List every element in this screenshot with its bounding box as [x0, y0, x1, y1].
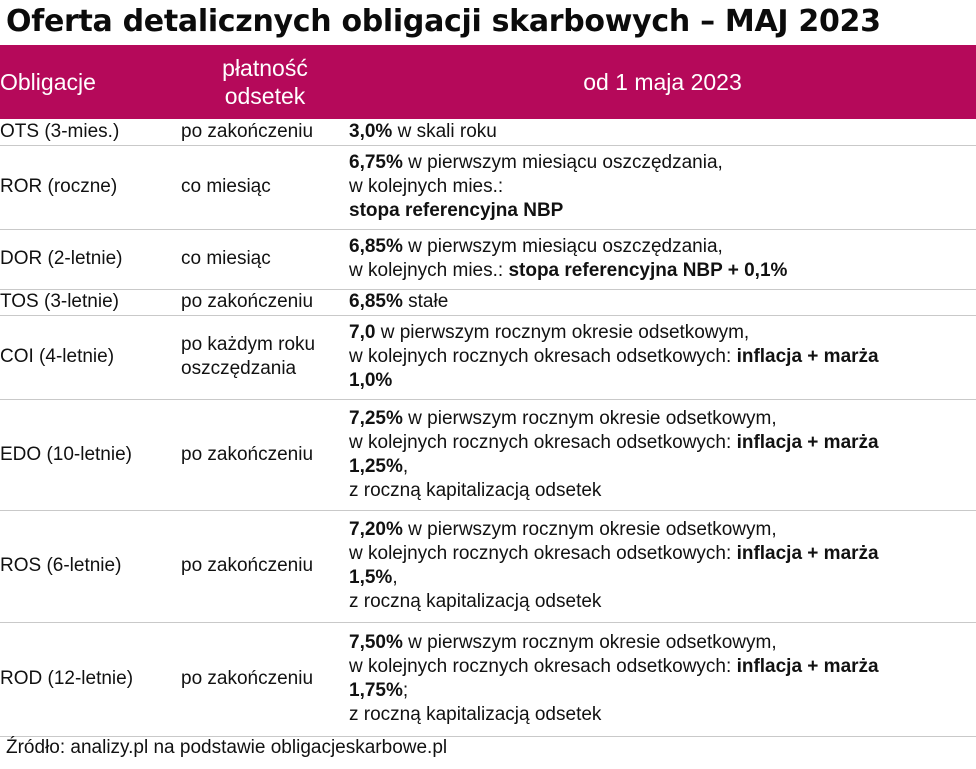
rate-text: z roczną kapitalizacją odsetek [349, 704, 602, 725]
rate-line [349, 703, 976, 727]
rate-text: ; [402, 680, 409, 701]
bond-offer-table [0, 45, 976, 737]
rate-value-bold: 1,75% [349, 680, 403, 701]
header-payment-line-1: płatność [222, 55, 308, 81]
bond-name-cell: EDO (10-letnie) [0, 399, 181, 510]
rate-value-bold: 1,5% [349, 567, 393, 588]
rate-value-bold: 6,85% [349, 236, 403, 257]
interest-payment-cell [181, 315, 349, 399]
rate-line [349, 290, 976, 314]
page-title: Oferta detalicznych obligacji skarbowych – MAJ 2023 [6, 4, 881, 39]
bond-name-cell: DOR (2-letnie) [0, 229, 181, 289]
rate-text: w kolejnych rocznych okresach odsetkowych: [349, 656, 737, 677]
table-row [0, 622, 976, 736]
table-row [0, 315, 976, 399]
rate-line [349, 259, 976, 283]
rate-text: w pierwszym rocznym okresie odsetkowym, [402, 632, 777, 653]
rate-cell [349, 119, 976, 145]
source-note: Źródło: analizy.pl na podstawie obligacjeskarbowe.pl [6, 737, 448, 758]
rate-value-bold: 6,85% [349, 291, 403, 312]
header-interest-payment [181, 45, 349, 119]
table-row [0, 229, 976, 289]
rate-text: z roczną kapitalizacją odsetek [349, 479, 602, 501]
rate-text: w kolejnych rocznych okresach odsetkowych: [349, 543, 737, 564]
table-row [0, 145, 976, 229]
rate-line [349, 479, 976, 503]
table-header [0, 45, 976, 119]
interest-payment-cell [181, 229, 349, 289]
interest-payment-cell [181, 119, 349, 145]
interest-payment-cell [181, 145, 349, 229]
rate-value-bold: inflacja + marża [736, 656, 879, 677]
table-body [0, 119, 976, 736]
rate-text: w skali roku [392, 120, 497, 142]
rate-line [349, 590, 976, 614]
table-row [0, 119, 976, 145]
rate-text: w pierwszym miesiącu oszczędzania, [402, 236, 723, 257]
header-bond-name: Obligacje [0, 69, 96, 95]
rate-line [349, 345, 976, 369]
bond-name-cell: COI (4-letnie) [0, 315, 181, 399]
rate-line [349, 407, 976, 431]
payment-text: po zakończeniu [181, 555, 314, 576]
rate-text: w pierwszym miesiącu oszczędzania, [402, 152, 723, 173]
rate-value-bold: 7,50% [349, 632, 403, 653]
rate-text: w kolejnych mies.: [349, 176, 504, 197]
rate-value-bold: 7,25% [349, 407, 403, 429]
rate-text: , [392, 567, 398, 588]
interest-payment-cell [181, 399, 349, 510]
rate-value-bold: 1,0% [349, 370, 393, 391]
interest-payment-cell [181, 289, 349, 315]
rate-line [349, 542, 976, 566]
rate-cell [349, 622, 976, 736]
rate-line [349, 151, 976, 175]
rate-cell [349, 510, 976, 622]
bond-name-cell: ROD (12-letnie) [0, 622, 181, 736]
payment-text: co miesiąc [181, 176, 271, 197]
table-row [0, 289, 976, 315]
rate-cell [349, 229, 976, 289]
interest-payment-cell [181, 510, 349, 622]
rate-text: w pierwszym rocznym okresie odsetkowym, [402, 519, 777, 540]
bond-name-cell: TOS (3-letnie) [0, 289, 181, 315]
rate-line [349, 175, 976, 199]
rate-text: stałe [402, 291, 449, 312]
rate-text: , [402, 455, 409, 477]
rate-line [349, 655, 976, 679]
payment-text: po zakończeniu [181, 120, 314, 142]
rate-text: w kolejnych mies.: [349, 260, 509, 281]
rate-line [349, 321, 976, 345]
header-payment-line-2: odsetek [224, 83, 306, 109]
rate-line [349, 679, 976, 703]
rate-cell [349, 145, 976, 229]
rate-value-bold: inflacja + marża [736, 346, 879, 367]
rate-line [349, 455, 976, 479]
payment-text: co miesiąc [181, 248, 271, 269]
header-rate: od 1 maja 2023 [583, 69, 742, 95]
interest-payment-cell [181, 622, 349, 736]
rate-value-bold: 7,20% [349, 519, 403, 540]
rate-line [349, 235, 976, 259]
rate-line [349, 199, 976, 223]
rate-line [349, 518, 976, 542]
rate-line [349, 431, 976, 455]
rate-value-bold: 7,0 [349, 322, 376, 343]
payment-text: po zakończeniu [181, 443, 314, 465]
rate-value-bold: inflacja + marża [736, 543, 879, 564]
payment-text: po zakończeniu [181, 668, 314, 689]
rate-cell [349, 315, 976, 399]
table-row [0, 510, 976, 622]
rate-line [349, 369, 976, 393]
rate-text: w pierwszym rocznym okresie odsetkowym, [375, 322, 750, 343]
rate-text: z roczną kapitalizacją odsetek [349, 591, 602, 612]
rate-value-bold: 6,75% [349, 152, 403, 173]
payment-text: po zakończeniu [181, 291, 314, 312]
bond-name-cell: OTS (3-mies.) [0, 119, 181, 145]
rate-value-bold: 1,25% [349, 455, 403, 477]
rate-cell [349, 289, 976, 315]
bond-name-cell: ROR (roczne) [0, 145, 181, 229]
table-row [0, 399, 976, 510]
rate-value-bold: 3,0% [349, 120, 393, 142]
payment-text: oszczędzania [181, 358, 297, 379]
header-row [0, 45, 976, 119]
rate-value-bold: inflacja + marża [736, 431, 879, 453]
rate-line [349, 631, 976, 655]
bond-name-cell: ROS (6-letnie) [0, 510, 181, 622]
payment-text: po każdym roku [181, 334, 316, 355]
rate-value-bold: stopa referencyjna NBP + 0,1% [508, 260, 788, 281]
rate-text: w pierwszym rocznym okresie odsetkowym, [402, 407, 777, 429]
rate-value-bold: stopa referencyjna NBP [349, 200, 564, 221]
rate-line [349, 120, 976, 144]
rate-text: w kolejnych rocznych okresach odsetkowych: [349, 431, 737, 453]
rate-line [349, 566, 976, 590]
rate-cell [349, 399, 976, 510]
rate-text: w kolejnych rocznych okresach odsetkowych: [349, 346, 737, 367]
